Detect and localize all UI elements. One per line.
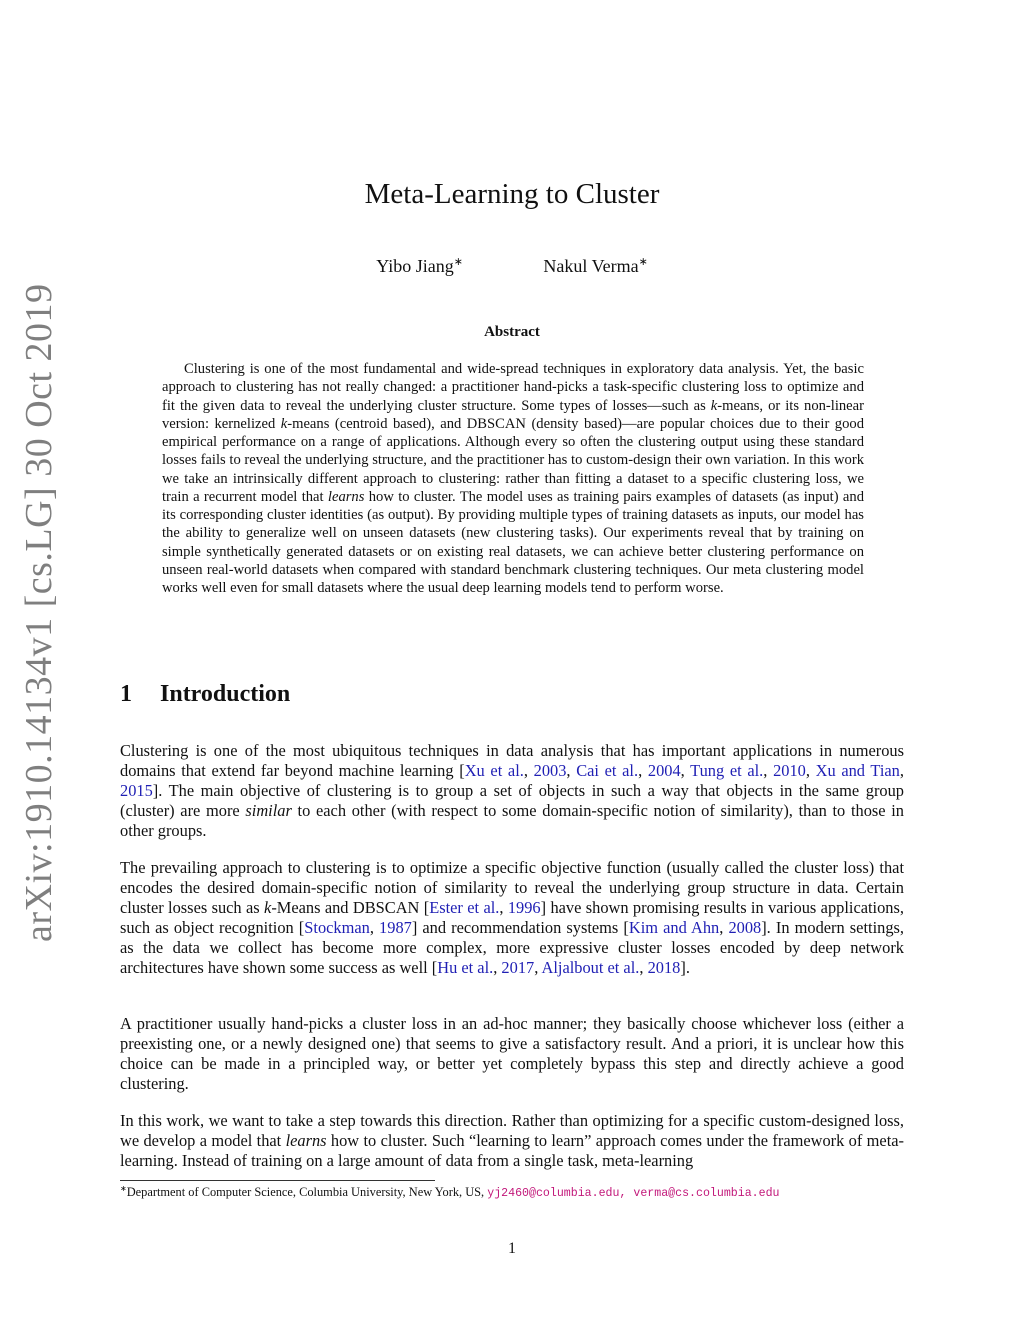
citation-year-link[interactable]: 2010: [773, 761, 806, 780]
citation-link[interactable]: Xu et al.: [464, 761, 524, 780]
email-link-yj2460[interactable]: yj2460@columbia.edu: [487, 1187, 620, 1201]
citation-link[interactable]: Stockman: [304, 918, 370, 937]
citation-year-link[interactable]: 2018: [647, 958, 681, 977]
abstract-text: Clustering is one of the most fundamental and wide-spread techniques in exploratory data analysis. Yet, the basic approach to clustering has not really changed: a practitioner hand-picks a task-specific clustering loss to optimize and fit the given data to reveal the underlying cluster structure. Some types of losses—such as k-means, or its non-linear version: kernelized k-means (centroid based), and DBSCAN (density based)—are popular choices due to their good empirical performance on a range of applications. Although every so often the clustering output using these standard losses fails to reveal the underlying structure, and the practitioner has to custom-design their own variation. In this work we take an intrinsically different approach to clustering: rather than fitting a dataset to a specific clustering loss, we train a recurrent model that learns how to cluster. The model uses as training pairs examples of datasets (as input) and its corresponding cluster identities (as output). By providing multiple types of training datasets as inputs, our model has the ability to generalize well on unseen datasets (new clustering tasks). Our experiments reveal that by training on simple synthetically generated datasets or on existing real datasets, we can achieve better clustering performance on unseen real-world datasets when compared with standard benchmark clustering techniques. Our meta clustering model works well even for small datasets where the usual deep learning models tend to perform worse.: [162, 361, 865, 596]
intro-paragraph-2: The prevailing approach to clustering is to optimize a specific objective function (usually called the cluster loss) that encodes the desired domain-specific notion of similarity to reveal the underlying group structure in data. Certain cluster losses such as k-Means and DBSCAN [Ester et al., 1996] have shown promising results in various applications, such as object recognition [Stockman, 1987] and recommendation systems [Kim and Ahn, 2008]. In modern settings, as the data we collect has become more complex, more expressive cluster losses encoded by deep network architectures have shown some success as well [Hu et al., 2017, Aljalbout et al., 2018].: [120, 858, 904, 977]
math-k: k: [710, 397, 718, 414]
citation-link[interactable]: Aljalbout et al.: [541, 958, 640, 977]
citation-link[interactable]: Cai et al.: [576, 761, 639, 780]
emphasis-similar: similar: [245, 801, 292, 820]
citation-link[interactable]: Kim and Ahn: [628, 918, 720, 937]
section-number: 1: [120, 681, 132, 707]
citation-link[interactable]: Tung et al.: [690, 761, 764, 780]
abstract-heading: Abstract: [484, 324, 540, 340]
page-number: 1: [508, 1240, 516, 1257]
email-separator: ,: [619, 1187, 634, 1201]
author-footnote-mark: ∗: [638, 256, 648, 268]
emphasis-learns: learns: [327, 488, 365, 505]
citation-year-link[interactable]: 1996: [507, 898, 541, 917]
citation-link[interactable]: Xu and Tian: [815, 761, 900, 780]
intro-paragraph-1: Clustering is one of the most ubiquitous techniques in data analysis that has important applications in numerous domains that extend far beyond machine learning [Xu et al., 2003, Cai et al., 2004, Tung et al., 2010, Xu and Tian, 2015]. The main objective of clustering is to group a set of objects in such a way that objects in the same group (cluster) are more similar to each other (with respect to some domain-specific notion of similarity), than to those in other groups.: [120, 741, 904, 840]
citation-year-link[interactable]: 2003: [533, 761, 567, 780]
citation-year-link[interactable]: 2008: [728, 918, 762, 937]
section-title: Introduction: [160, 681, 291, 707]
arxiv-identifier-stamp: arXiv:1910.14134v1 [cs.LG] 30 Oct 2019: [18, 283, 60, 942]
intro-paragraph-4: In this work, we want to take a step towards this direction. Rather than optimizing for a specific custom-designed loss, we develop a model that learns how to cluster. Such “learning to learn” approach comes under the framework of meta-learning. Instead of training on a large amount of data from a single task, meta-learning: [120, 1111, 904, 1170]
author-name: Yibo Jiang: [376, 256, 454, 276]
author-nakul-verma: [543, 255, 647, 277]
footnote-affiliation: ∗Department of Computer Science, Columbia University, New York, US, yj2460@columbia.edu, verma@cs.columbia.edu: [120, 1184, 780, 1201]
citation-year-link[interactable]: 2004: [647, 761, 681, 780]
section-heading-introduction: [120, 681, 290, 708]
author-list: [0, 255, 1024, 277]
citation-year-link[interactable]: 2015: [120, 781, 153, 800]
math-k: k: [264, 898, 272, 917]
paper-title: Meta-Learning to Cluster: [364, 178, 660, 210]
math-k: k: [280, 415, 288, 432]
citation-year-link[interactable]: 1987: [379, 918, 412, 937]
author-footnote-mark: ∗: [453, 256, 463, 268]
footnote-mark: ∗: [120, 1184, 127, 1193]
citation-link[interactable]: Hu et al.: [437, 958, 494, 977]
citation-link[interactable]: Ester et al.: [429, 898, 500, 917]
footnote-divider: [120, 1180, 435, 1181]
citation-year-link[interactable]: 2017: [501, 958, 535, 977]
author-name: Nakul Verma: [543, 256, 639, 276]
emphasis-learns: learns: [285, 1131, 327, 1150]
intro-paragraph-3: A practitioner usually hand-picks a cluster loss in an ad-hoc manner; they basically choose whichever loss (either a preexisting one, or a newly designed one) that seems to give a satisfactory result. And a priori, it is unclear how this choice can be made in a principled way, or better yet completely bypass this step and directly achieve a good clustering.: [120, 1014, 904, 1093]
email-link-verma[interactable]: verma@cs.columbia.edu: [633, 1187, 780, 1201]
author-yibo-jiang: [376, 255, 463, 277]
